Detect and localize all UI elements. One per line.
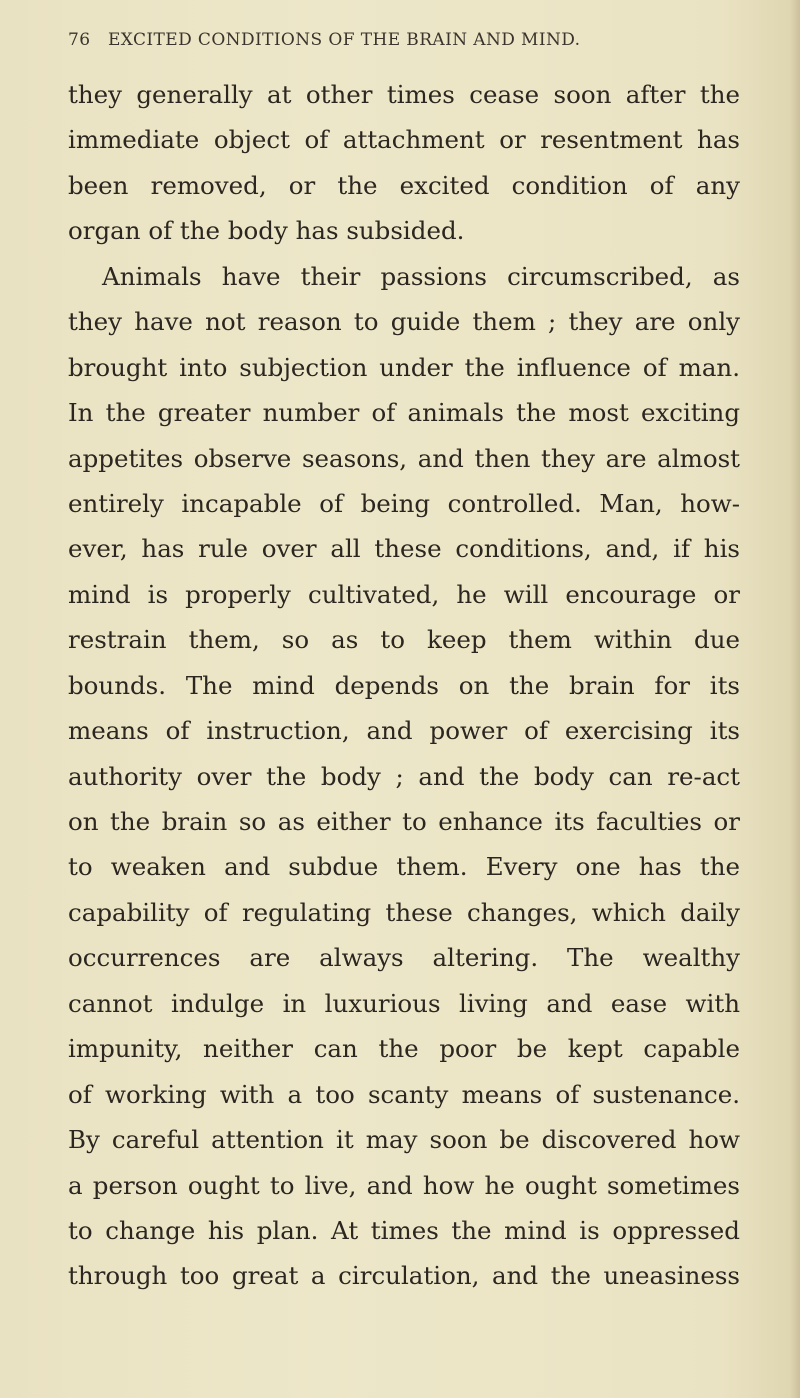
text-line: means of instruction, and power of exercising its [68, 716, 740, 746]
text-line: By careful attention it may soon be discovered how [68, 1125, 740, 1155]
text-line: authority over the body ; and the body can re-act [68, 761, 740, 791]
text-line: cannot indulge in luxurious living and ease with [68, 988, 740, 1018]
text-line: bounds. The mind depends on the brain for its [68, 670, 740, 700]
running-head [68, 30, 718, 50]
text-line: mind is properly cultivated, he will encourage or [68, 579, 740, 609]
text-line: impunity, neither can the poor be kept capable [68, 1034, 740, 1064]
text-line: immediate object of attachment or resentment has [68, 125, 740, 155]
text-line: on the brain so as either to enhance its faculties or [68, 807, 740, 836]
text-line: In the greater number of animals the most exciting [68, 398, 740, 428]
text-line: they have not reason to guide them ; they are only [68, 307, 740, 337]
text-line: occurrences are always altering. The wealthy [68, 943, 740, 973]
text-line: entirely incapable of being controlled. Man, how- [68, 488, 740, 518]
text-line: to change his plan. At times the mind is oppressed [68, 1215, 740, 1245]
text-line: restrain them, so as to keep them within due [68, 625, 740, 655]
page-number: 76 [68, 30, 91, 50]
text-line: a person ought to live, and how he ought sometimes [68, 1170, 740, 1200]
running-title: EXCITED CONDITIONS OF THE BRAIN AND MIND. [108, 30, 581, 50]
text-line: capability of regulating these changes, which daily [68, 897, 740, 927]
text-line: ever, has rule over all these conditions, and, if his [68, 534, 740, 564]
paragraph-first-line: Animals have their passions circumscribed, as [102, 261, 740, 291]
text-line: to weaken and subdue them. Every one has the [68, 852, 740, 882]
text-line: appetites observe seasons, and then they are almost [68, 443, 740, 473]
text-line: they generally at other times cease soon after the [68, 80, 740, 109]
text-line: brought into subjection under the influence of man. [68, 352, 740, 382]
text-line: been removed, or the excited condition of any [68, 170, 740, 200]
body-text [68, 72, 740, 1299]
page-edge-shadow [790, 0, 800, 1398]
text-line: organ of the body has subsided. [68, 216, 465, 246]
text-line: of working with a too scanty means of sustenance. [68, 1079, 740, 1109]
text-line: through too great a circulation, and the uneasiness [68, 1261, 740, 1291]
